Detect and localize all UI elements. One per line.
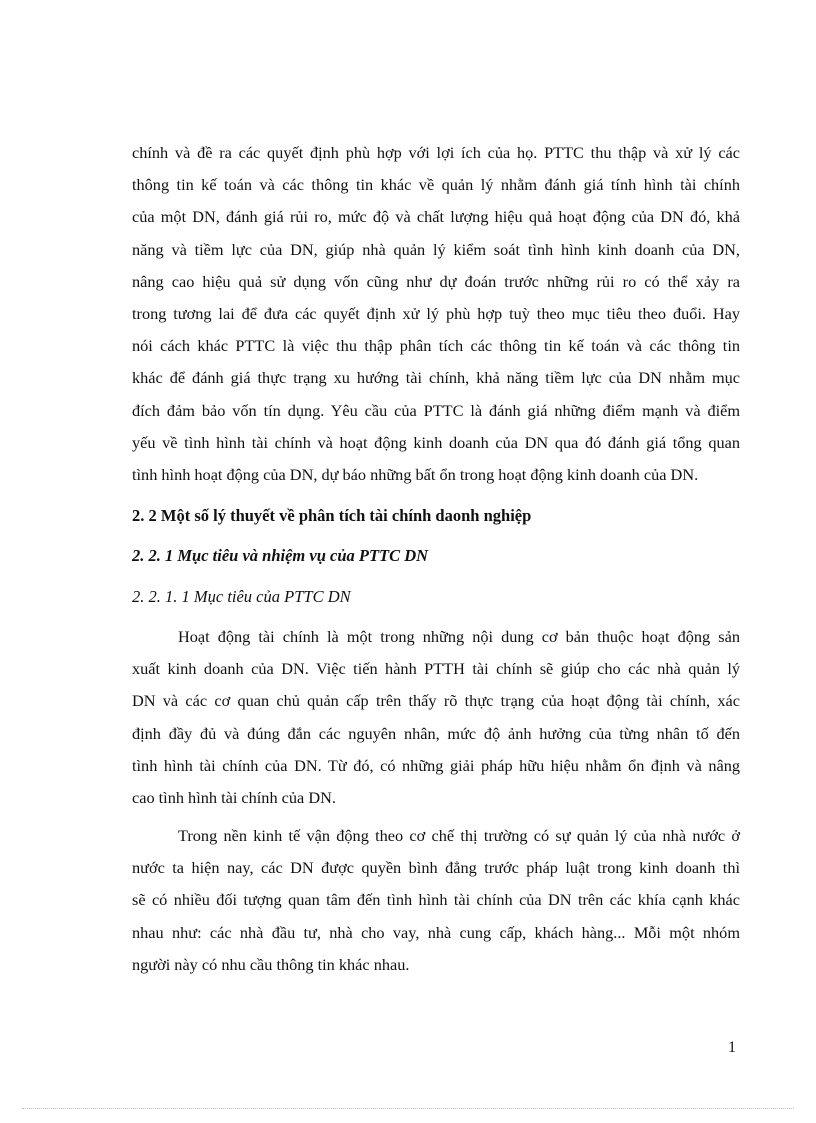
text-line: nhau như: các nhà đầu tư, nhà cho vay, nhà cung cấp, khách hàng... Mỗi một nhóm	[132, 922, 740, 942]
text-line: nâng cao hiệu quả sử dụng vốn cũng như dự đoán trước những rủi ro có thể xảy ra	[132, 271, 740, 291]
text-line: trong tương lai để đưa các quyết định xử lý phù hợp tuỳ theo mục tiêu theo đuổi. Hay	[132, 304, 740, 324]
text-line: đích đảm bảo vốn tín dụng. Yêu cầu của PTTC là đánh giá những điểm mạnh và điểm	[132, 400, 740, 420]
text-line: sẽ có nhiều đối tượng quan tâm đến tình hình tài chính của DN trên các khía cạnh khác	[132, 890, 740, 910]
text-line: cao tình hình tài chính của DN.	[132, 788, 336, 808]
text-line: định đầy đủ và đúng đắn các nguyên nhân, mức độ ảnh hưởng của từng nhân tố đến	[132, 723, 740, 743]
text-line: khác để đánh giá thực trạng xu hướng tài chính, khả năng tiềm lực của DN nhằm mục	[132, 368, 740, 388]
goal-paragraph	[132, 621, 740, 814]
page-number: 1	[728, 1039, 736, 1056]
subsection-heading: 2. 2. 1 Mục tiêu và nhiệm vụ của PTTC DN	[132, 546, 429, 565]
text-line: yếu về tình hình tài chính và hoạt động kinh doanh của DN qua đó đánh giá tổng quan	[132, 432, 740, 452]
text-line: nước ta hiện nay, các DN được quyền bình đẳng trước pháp luật trong kinh doanh thì	[132, 858, 740, 878]
text-line: thông tin kế toán và các thông tin khác về quản lý nhằm đánh giá tính hình tài chính	[132, 175, 740, 195]
text-line: tình hình hoạt động của DN, dự báo những bất ổn trong hoạt động kinh doanh của DN.	[132, 465, 699, 485]
text-line: của một DN, đánh giá rủi ro, mức độ và chất lượng hiệu quả hoạt động của DN đó, khả	[132, 207, 740, 227]
section-heading: 2. 2 Một số lý thuyết về phân tích tài chính daonh nghiệp	[132, 506, 532, 525]
text-line: chính và đề ra các quyết định phù hợp với lợi ích của họ. PTTC thu thập và xử lý các	[132, 143, 740, 162]
text-line: DN và các cơ quan chủ quản cấp trên thấy rõ thực trạng của hoạt động tài chính, xác	[132, 691, 740, 711]
text-line: Trong nền kinh tế vận động theo cơ chế thị trường có sự quản lý của nhà nước ở	[178, 826, 740, 845]
text-line: người này có nhu cầu thông tin khác nhau.	[132, 954, 410, 974]
market-paragraph	[132, 820, 740, 981]
text-line: tình hình tài chính của DN. Từ đó, có những giải pháp hữu hiệu nhằm ổn định và nâng	[132, 755, 740, 775]
text-line: nói cách khác PTTC là việc thu thập phân tích các thông tin kế toán và các thông tin	[132, 336, 740, 356]
intro-paragraph	[132, 137, 740, 491]
page-bottom-divider	[22, 1108, 794, 1109]
subsubsection-heading: 2. 2. 1. 1 Mục tiêu của PTTC DN	[132, 587, 351, 606]
text-line: xuất kinh doanh của DN. Việc tiến hành PTTH tài chính sẽ giúp cho các nhà quản lý	[132, 659, 740, 679]
text-line: Hoạt động tài chính là một trong những nội dung cơ bản thuộc hoạt động sản	[178, 627, 740, 646]
text-line: năng và tiềm lực của DN, giúp nhà quản lý kiểm soát tình hình kinh doanh của DN,	[132, 239, 740, 259]
